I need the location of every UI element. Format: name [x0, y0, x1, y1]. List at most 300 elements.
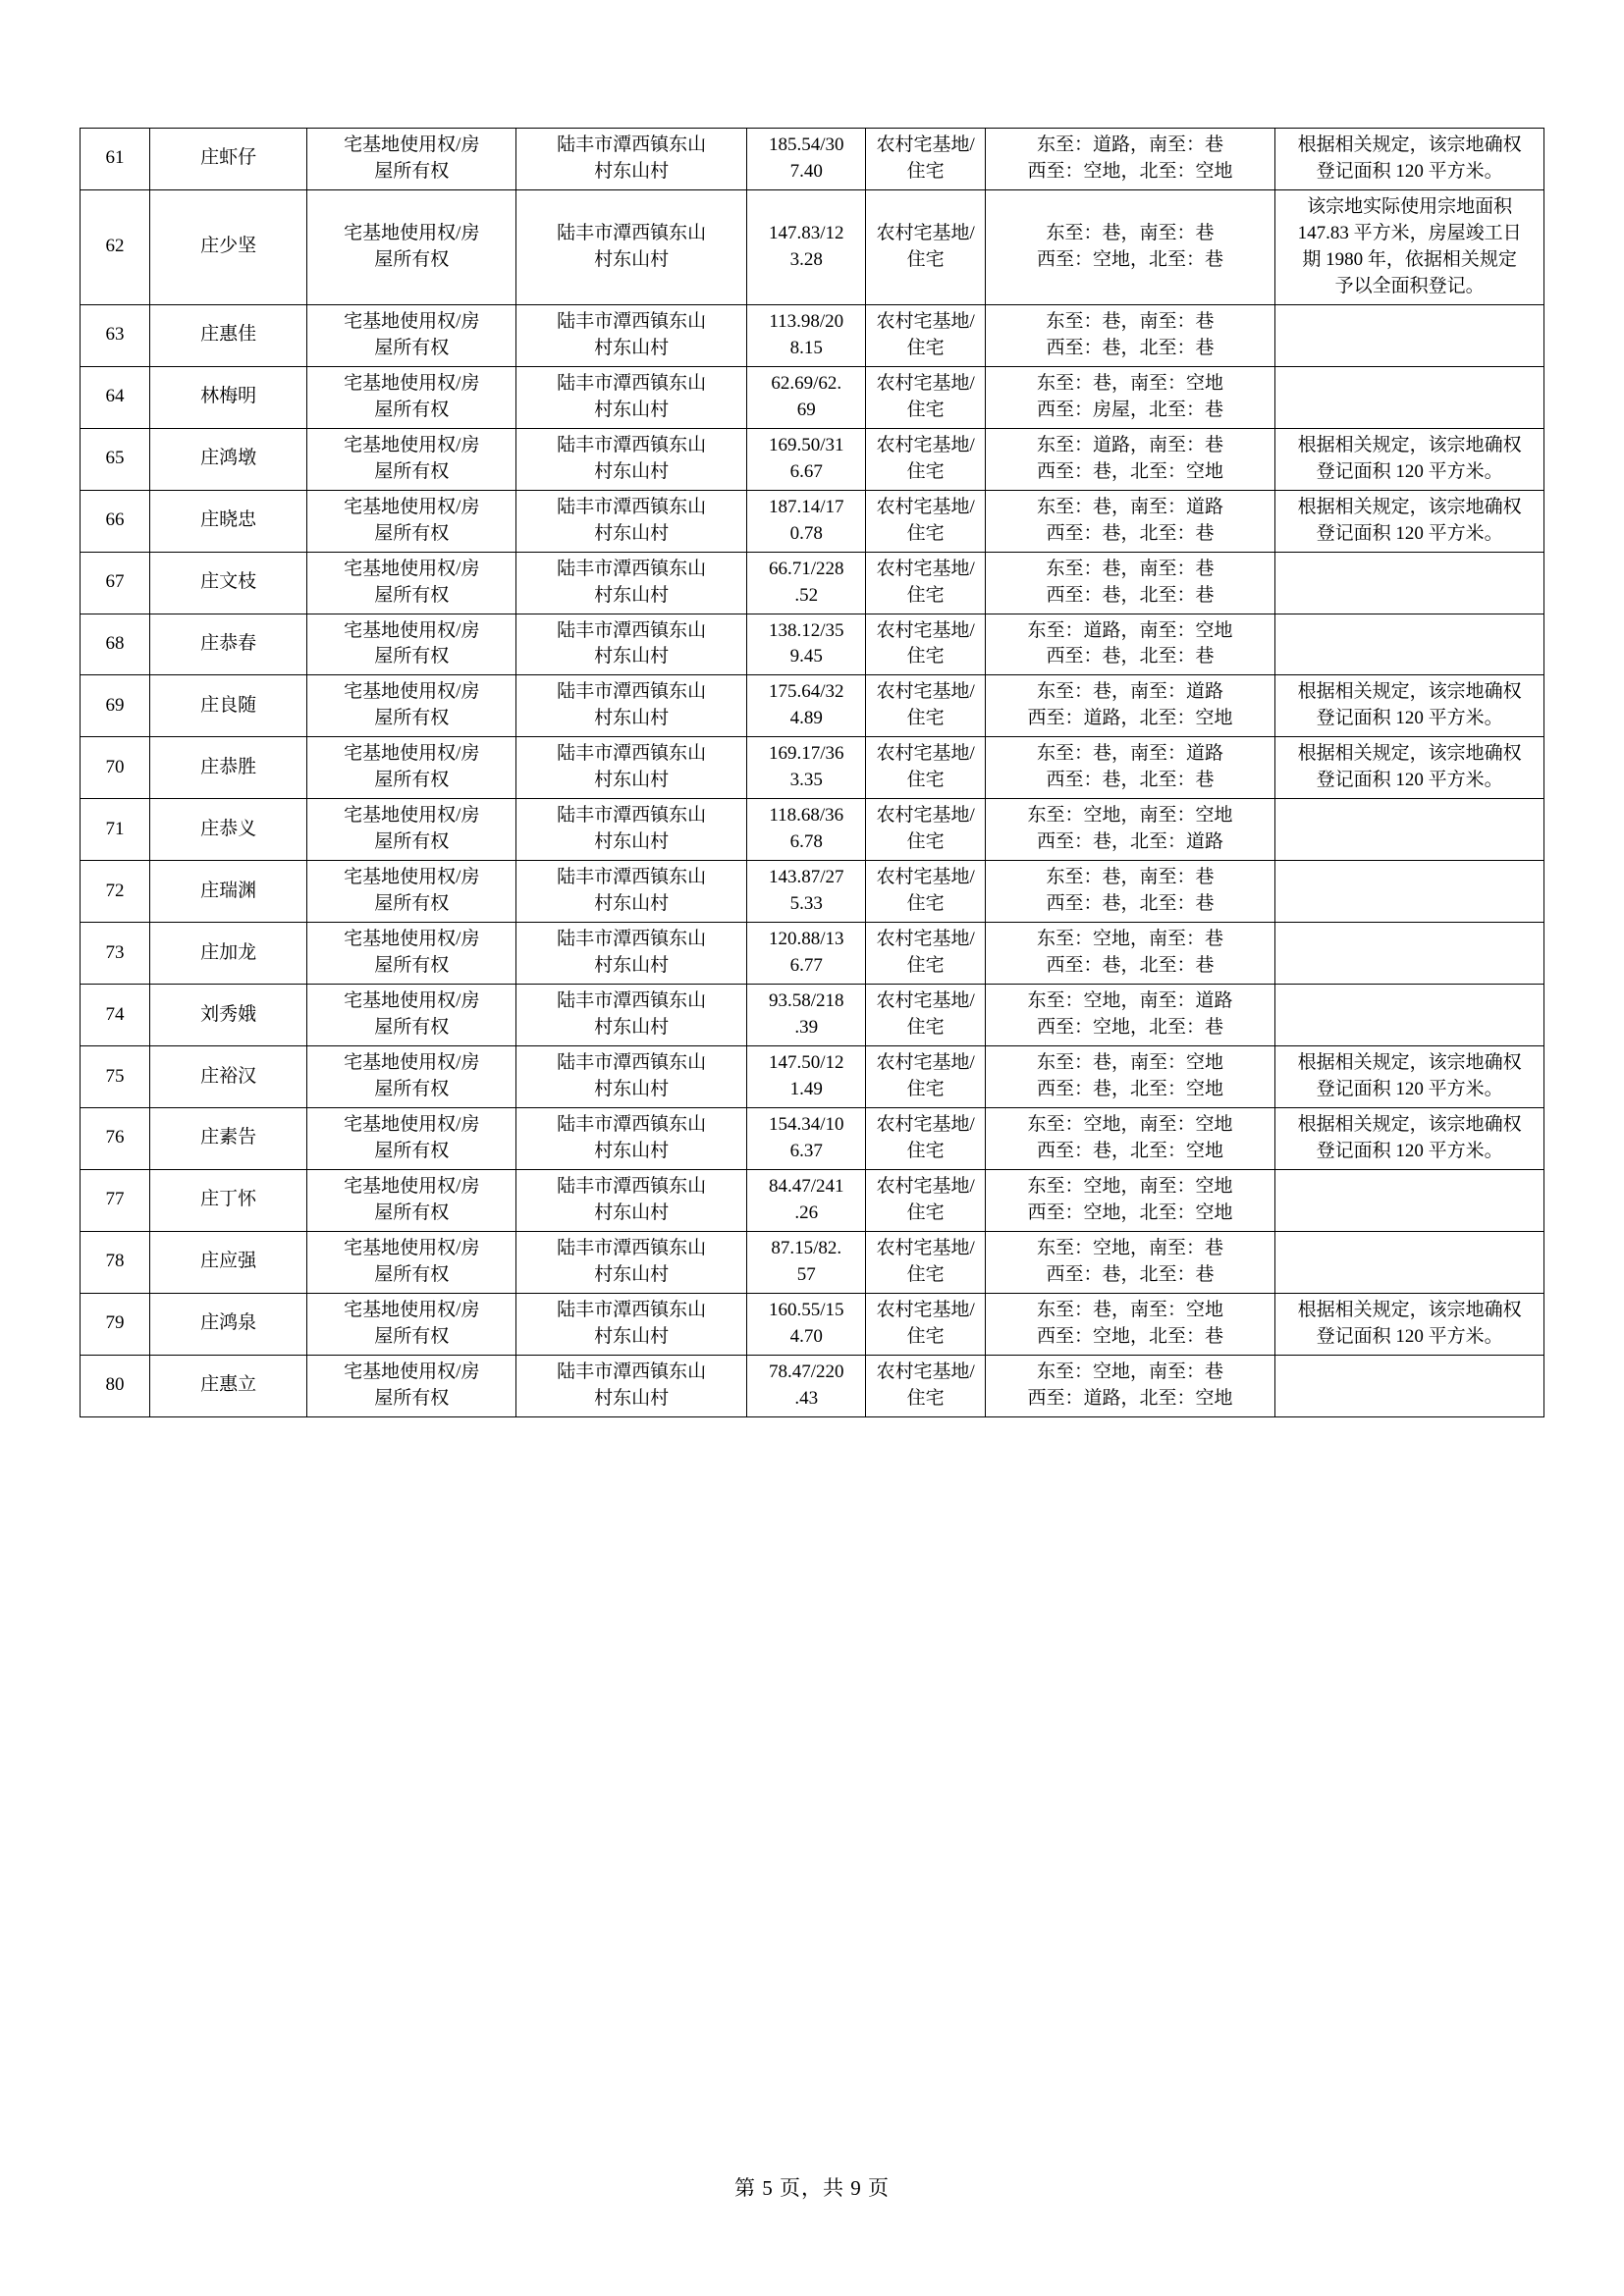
location-line-2: 村东山村 — [594, 831, 670, 853]
cell-area — [747, 675, 866, 737]
cell-name: 庄恭义 — [150, 799, 307, 861]
boundary-line-1: 东至：空地，南至：巷 — [1037, 929, 1224, 950]
cell-location — [516, 923, 747, 985]
cell-boundary — [985, 1169, 1274, 1231]
right-type-line-2: 屋所有权 — [374, 1263, 450, 1285]
cell-remark — [1275, 861, 1544, 923]
location-line-1: 陆丰市潭西镇东山 — [557, 222, 707, 243]
use-line-1: 农村宅基地/ — [876, 1299, 975, 1320]
area-line-2: 8.15 — [789, 337, 823, 358]
area-line-1: 120.88/13 — [768, 929, 844, 950]
cell-boundary — [985, 923, 1274, 985]
boundary-line-1: 东至：巷，南至：空地 — [1037, 1052, 1224, 1074]
use-line-1: 农村宅基地/ — [876, 681, 975, 703]
boundary-line-2: 西至：空地，北至：巷 — [1037, 1325, 1224, 1347]
cell-use — [866, 614, 985, 675]
remark-line-2: 登记面积 120 平方米。 — [1316, 770, 1503, 791]
area-line-2: 6.37 — [789, 1140, 823, 1161]
cell-name: 庄丁怀 — [150, 1169, 307, 1231]
use-line-1: 农村宅基地/ — [876, 1052, 975, 1074]
cell-seq: 67 — [81, 552, 150, 614]
cell-boundary — [985, 189, 1274, 304]
cell-remark — [1275, 189, 1544, 304]
area-line-1: 169.17/36 — [768, 743, 844, 765]
cell-right-type — [307, 490, 516, 552]
right-type-line-2: 屋所有权 — [374, 399, 450, 420]
boundary-line-1: 东至：巷，南至：巷 — [1046, 558, 1215, 579]
area-line-1: 66.71/228 — [768, 558, 844, 579]
cell-boundary — [985, 675, 1274, 737]
use-line-2: 住宅 — [906, 1017, 945, 1039]
right-type-line-2: 屋所有权 — [374, 584, 450, 606]
area-line-2: 7.40 — [789, 160, 823, 182]
area-line-2: .43 — [794, 1387, 819, 1409]
cell-remark — [1275, 490, 1544, 552]
boundary-line-2: 西至：巷，北至：空地 — [1037, 1079, 1224, 1100]
cell-boundary — [985, 985, 1274, 1046]
table-row — [81, 1231, 1544, 1293]
area-line-2: 57 — [796, 1263, 816, 1285]
cell-remark — [1275, 552, 1544, 614]
cell-use — [866, 923, 985, 985]
area-line-1: 93.58/218 — [768, 990, 844, 1012]
cell-location — [516, 675, 747, 737]
right-type-line-1: 宅基地使用权/房 — [344, 619, 480, 641]
cell-location — [516, 129, 747, 190]
boundary-line-1: 东至：巷，南至：空地 — [1037, 372, 1224, 394]
table-body — [81, 129, 1544, 1417]
boundary-line-1: 东至：空地，南至：巷 — [1037, 1237, 1224, 1258]
table-row — [81, 304, 1544, 366]
use-line-2: 住宅 — [906, 399, 945, 420]
cell-name: 庄加龙 — [150, 923, 307, 985]
right-type-line-2: 屋所有权 — [374, 955, 450, 977]
table-row — [81, 923, 1544, 985]
location-line-1: 陆丰市潭西镇东山 — [557, 743, 707, 765]
right-type-line-1: 宅基地使用权/房 — [344, 1299, 480, 1320]
location-line-2: 村东山村 — [594, 1387, 670, 1409]
boundary-line-2: 西至：空地，北至：巷 — [1037, 248, 1224, 270]
cell-seq: 61 — [81, 129, 150, 190]
use-line-1: 农村宅基地/ — [876, 990, 975, 1012]
location-line-2: 村东山村 — [594, 955, 670, 977]
boundary-line-1: 东至：巷，南至：巷 — [1046, 867, 1215, 888]
use-line-2: 住宅 — [906, 646, 945, 667]
area-line-2: 3.28 — [789, 248, 823, 270]
cell-area — [747, 189, 866, 304]
cell-location — [516, 985, 747, 1046]
cell-remark — [1275, 1046, 1544, 1108]
location-line-2: 村东山村 — [594, 584, 670, 606]
cell-boundary — [985, 799, 1274, 861]
cell-location — [516, 552, 747, 614]
right-type-line-1: 宅基地使用权/房 — [344, 558, 480, 579]
right-type-line-2: 屋所有权 — [374, 708, 450, 729]
location-line-1: 陆丰市潭西镇东山 — [557, 558, 707, 579]
cell-seq: 63 — [81, 304, 150, 366]
right-type-line-2: 屋所有权 — [374, 831, 450, 853]
location-line-2: 村东山村 — [594, 1079, 670, 1100]
cell-seq: 73 — [81, 923, 150, 985]
cell-use — [866, 552, 985, 614]
right-type-line-1: 宅基地使用权/房 — [344, 990, 480, 1012]
use-line-2: 住宅 — [906, 893, 945, 915]
table-row — [81, 861, 1544, 923]
cell-area — [747, 490, 866, 552]
cell-area — [747, 737, 866, 799]
location-line-1: 陆丰市潭西镇东山 — [557, 496, 707, 517]
boundary-line-1: 东至：巷，南至：巷 — [1046, 310, 1215, 332]
right-type-line-1: 宅基地使用权/房 — [344, 929, 480, 950]
cell-location — [516, 737, 747, 799]
cell-area — [747, 861, 866, 923]
table-row — [81, 129, 1544, 190]
use-line-1: 农村宅基地/ — [876, 805, 975, 827]
cell-seq: 74 — [81, 985, 150, 1046]
boundary-line-1: 东至：道路，南至：巷 — [1037, 434, 1224, 455]
table-row — [81, 1293, 1544, 1355]
cell-location — [516, 1355, 747, 1416]
use-line-1: 农村宅基地/ — [876, 743, 975, 765]
right-type-line-1: 宅基地使用权/房 — [344, 434, 480, 455]
cell-location — [516, 189, 747, 304]
cell-name: 庄素告 — [150, 1108, 307, 1170]
use-line-2: 住宅 — [906, 584, 945, 606]
area-line-2: 3.35 — [789, 770, 823, 791]
right-type-line-2: 屋所有权 — [374, 337, 450, 358]
boundary-line-2: 西至：空地，北至：空地 — [1027, 1201, 1233, 1223]
location-line-2: 村东山村 — [594, 248, 670, 270]
cell-name: 庄少坚 — [150, 189, 307, 304]
remark-line-2: 登记面积 120 平方米。 — [1316, 460, 1503, 482]
cell-area — [747, 1355, 866, 1416]
table-row — [81, 614, 1544, 675]
remark-line-2: 登记面积 120 平方米。 — [1316, 1079, 1503, 1100]
table-row — [81, 1108, 1544, 1170]
cell-use — [866, 1231, 985, 1293]
area-line-2: 5.33 — [789, 893, 823, 915]
boundary-line-2: 西至：巷，北至：空地 — [1037, 460, 1224, 482]
cell-boundary — [985, 614, 1274, 675]
remark-line-1: 根据相关规定，该宗地确权 — [1297, 1114, 1522, 1135]
use-line-1: 农村宅基地/ — [876, 134, 975, 155]
cell-use — [866, 490, 985, 552]
cell-right-type — [307, 304, 516, 366]
cell-name: 庄恭胜 — [150, 737, 307, 799]
location-line-1: 陆丰市潭西镇东山 — [557, 1299, 707, 1320]
cell-remark — [1275, 1293, 1544, 1355]
location-line-2: 村东山村 — [594, 1140, 670, 1161]
use-line-1: 农村宅基地/ — [876, 558, 975, 579]
table-row — [81, 1355, 1544, 1416]
right-type-line-1: 宅基地使用权/房 — [344, 681, 480, 703]
right-type-line-1: 宅基地使用权/房 — [344, 1052, 480, 1074]
cell-remark — [1275, 985, 1544, 1046]
area-line-1: 113.98/20 — [769, 310, 844, 332]
cell-area — [747, 799, 866, 861]
location-line-1: 陆丰市潭西镇东山 — [557, 1175, 707, 1197]
use-line-2: 住宅 — [906, 160, 945, 182]
cell-location — [516, 1293, 747, 1355]
right-type-line-2: 屋所有权 — [374, 1079, 450, 1100]
location-line-2: 村东山村 — [594, 522, 670, 544]
boundary-line-1: 东至：道路，南至：空地 — [1027, 619, 1233, 641]
cell-name: 庄恭春 — [150, 614, 307, 675]
cell-area — [747, 1231, 866, 1293]
location-line-2: 村东山村 — [594, 160, 670, 182]
cell-remark — [1275, 366, 1544, 428]
cell-remark — [1275, 1355, 1544, 1416]
cell-location — [516, 614, 747, 675]
cell-boundary — [985, 1108, 1274, 1170]
cell-use — [866, 799, 985, 861]
right-type-line-1: 宅基地使用权/房 — [344, 372, 480, 394]
boundary-line-2: 西至：道路，北至：空地 — [1027, 1387, 1233, 1409]
area-line-2: .39 — [794, 1017, 819, 1039]
cell-name: 庄应强 — [150, 1231, 307, 1293]
cell-right-type — [307, 1293, 516, 1355]
use-line-2: 住宅 — [906, 955, 945, 977]
remark-line-2: 登记面积 120 平方米。 — [1316, 160, 1503, 182]
location-line-1: 陆丰市潭西镇东山 — [557, 867, 707, 888]
cell-seq: 65 — [81, 428, 150, 490]
boundary-line-2: 西至：空地，北至：巷 — [1037, 1017, 1224, 1039]
remark-line-3: 期 1980 年，依据相关规定 — [1302, 248, 1517, 270]
use-line-2: 住宅 — [906, 1079, 945, 1100]
use-line-2: 住宅 — [906, 460, 945, 482]
location-line-1: 陆丰市潭西镇东山 — [557, 310, 707, 332]
cell-area — [747, 428, 866, 490]
land-registration-table — [80, 128, 1544, 1417]
use-line-1: 农村宅基地/ — [876, 929, 975, 950]
use-line-1: 农村宅基地/ — [876, 222, 975, 243]
cell-location — [516, 861, 747, 923]
area-line-2: 6.67 — [789, 460, 823, 482]
boundary-line-1: 东至：空地，南至：巷 — [1037, 1361, 1224, 1382]
cell-right-type — [307, 614, 516, 675]
cell-right-type — [307, 552, 516, 614]
cell-right-type — [307, 1108, 516, 1170]
cell-boundary — [985, 1046, 1274, 1108]
location-line-2: 村东山村 — [594, 893, 670, 915]
cell-name: 庄虾仔 — [150, 129, 307, 190]
cell-right-type — [307, 189, 516, 304]
cell-area — [747, 1293, 866, 1355]
cell-remark — [1275, 129, 1544, 190]
cell-remark — [1275, 1231, 1544, 1293]
boundary-line-2: 西至：巷，北至：巷 — [1046, 646, 1215, 667]
use-line-2: 住宅 — [906, 522, 945, 544]
location-line-2: 村东山村 — [594, 1017, 670, 1039]
cell-right-type — [307, 1355, 516, 1416]
cell-location — [516, 1169, 747, 1231]
cell-name: 林梅明 — [150, 366, 307, 428]
cell-remark — [1275, 304, 1544, 366]
use-line-1: 农村宅基地/ — [876, 1237, 975, 1258]
cell-remark — [1275, 799, 1544, 861]
right-type-line-1: 宅基地使用权/房 — [344, 134, 480, 155]
cell-remark — [1275, 1108, 1544, 1170]
use-line-2: 住宅 — [906, 1325, 945, 1347]
boundary-line-2: 西至：巷，北至：巷 — [1046, 337, 1215, 358]
cell-use — [866, 985, 985, 1046]
remark-line-1: 根据相关规定，该宗地确权 — [1297, 496, 1522, 517]
location-line-1: 陆丰市潭西镇东山 — [557, 1052, 707, 1074]
cell-seq: 77 — [81, 1169, 150, 1231]
cell-location — [516, 799, 747, 861]
cell-name: 庄晓忠 — [150, 490, 307, 552]
cell-use — [866, 189, 985, 304]
cell-seq: 64 — [81, 366, 150, 428]
boundary-line-2: 西至：巷，北至：巷 — [1046, 893, 1215, 915]
remark-line-1: 该宗地实际使用宗地面积 — [1307, 195, 1513, 217]
boundary-line-2: 西至：巷，北至：巷 — [1046, 584, 1215, 606]
location-line-2: 村东山村 — [594, 708, 670, 729]
cell-seq: 68 — [81, 614, 150, 675]
cell-area — [747, 985, 866, 1046]
page-footer: 第 5 页，共 9 页 — [734, 2176, 890, 2200]
cell-boundary — [985, 1355, 1274, 1416]
cell-location — [516, 366, 747, 428]
boundary-line-2: 西至：巷，北至：巷 — [1046, 955, 1215, 977]
cell-location — [516, 490, 747, 552]
cell-right-type — [307, 861, 516, 923]
area-line-1: 138.12/35 — [768, 619, 844, 641]
boundary-line-2: 西至：房屋，北至：巷 — [1037, 399, 1224, 420]
use-line-1: 农村宅基地/ — [876, 496, 975, 517]
cell-right-type — [307, 428, 516, 490]
cell-right-type — [307, 129, 516, 190]
cell-use — [866, 366, 985, 428]
use-line-1: 农村宅基地/ — [876, 619, 975, 641]
cell-right-type — [307, 1169, 516, 1231]
boundary-line-2: 西至：巷，北至：巷 — [1046, 770, 1215, 791]
table-row — [81, 189, 1544, 304]
area-line-2: 6.78 — [789, 831, 823, 853]
area-line-1: 143.87/27 — [768, 867, 844, 888]
right-type-line-1: 宅基地使用权/房 — [344, 1361, 480, 1382]
area-line-1: 187.14/17 — [768, 496, 844, 517]
area-line-2: 69 — [796, 399, 816, 420]
use-line-2: 住宅 — [906, 770, 945, 791]
cell-name: 庄良随 — [150, 675, 307, 737]
table-row — [81, 1046, 1544, 1108]
location-line-2: 村东山村 — [594, 337, 670, 358]
cell-remark — [1275, 675, 1544, 737]
location-line-2: 村东山村 — [594, 646, 670, 667]
cell-boundary — [985, 1293, 1274, 1355]
area-line-2: .52 — [794, 584, 819, 606]
location-line-1: 陆丰市潭西镇东山 — [557, 134, 707, 155]
use-line-1: 农村宅基地/ — [876, 434, 975, 455]
cell-use — [866, 304, 985, 366]
cell-seq: 62 — [81, 189, 150, 304]
cell-use — [866, 737, 985, 799]
cell-area — [747, 923, 866, 985]
right-type-line-1: 宅基地使用权/房 — [344, 1114, 480, 1135]
cell-right-type — [307, 985, 516, 1046]
use-line-2: 住宅 — [906, 708, 945, 729]
remark-line-2: 147.83 平方米，房屋竣工日 — [1297, 222, 1522, 243]
right-type-line-1: 宅基地使用权/房 — [344, 867, 480, 888]
right-type-line-2: 屋所有权 — [374, 522, 450, 544]
area-line-1: 169.50/31 — [768, 434, 844, 455]
area-line-1: 62.69/62. — [771, 372, 842, 394]
area-line-1: 160.55/15 — [768, 1299, 844, 1320]
remark-line-4: 予以全面积登记。 — [1334, 275, 1485, 296]
right-type-line-2: 屋所有权 — [374, 1201, 450, 1223]
location-line-1: 陆丰市潭西镇东山 — [557, 619, 707, 641]
cell-area — [747, 1046, 866, 1108]
use-line-2: 住宅 — [906, 1201, 945, 1223]
cell-right-type — [307, 1231, 516, 1293]
cell-area — [747, 304, 866, 366]
location-line-1: 陆丰市潭西镇东山 — [557, 1237, 707, 1258]
cell-area — [747, 129, 866, 190]
cell-use — [866, 861, 985, 923]
remark-line-2: 登记面积 120 平方米。 — [1316, 1325, 1503, 1347]
location-line-1: 陆丰市潭西镇东山 — [557, 372, 707, 394]
boundary-line-2: 西至：道路，北至：空地 — [1027, 708, 1233, 729]
location-line-2: 村东山村 — [594, 1325, 670, 1347]
boundary-line-1: 东至：空地，南至：道路 — [1027, 990, 1233, 1012]
right-type-line-2: 屋所有权 — [374, 248, 450, 270]
boundary-line-1: 东至：巷，南至：道路 — [1037, 743, 1224, 765]
area-line-1: 147.50/12 — [768, 1052, 844, 1074]
use-line-1: 农村宅基地/ — [876, 1175, 975, 1197]
right-type-line-2: 屋所有权 — [374, 893, 450, 915]
remark-line-1: 根据相关规定，该宗地确权 — [1297, 434, 1522, 455]
use-line-2: 住宅 — [906, 831, 945, 853]
cell-use — [866, 1046, 985, 1108]
area-line-1: 118.68/36 — [769, 805, 844, 827]
boundary-line-2: 西至：巷，北至：空地 — [1037, 1140, 1224, 1161]
table-row — [81, 985, 1544, 1046]
area-line-2: 6.77 — [789, 955, 823, 977]
use-line-1: 农村宅基地/ — [876, 1114, 975, 1135]
cell-right-type — [307, 366, 516, 428]
right-type-line-2: 屋所有权 — [374, 1140, 450, 1161]
location-line-2: 村东山村 — [594, 1263, 670, 1285]
remark-line-2: 登记面积 120 平方米。 — [1316, 708, 1503, 729]
use-line-1: 农村宅基地/ — [876, 372, 975, 394]
area-line-1: 84.47/241 — [768, 1175, 844, 1197]
cell-area — [747, 1108, 866, 1170]
area-line-2: 1.49 — [789, 1079, 823, 1100]
right-type-line-1: 宅基地使用权/房 — [344, 496, 480, 517]
cell-boundary — [985, 552, 1274, 614]
area-line-1: 185.54/30 — [768, 134, 844, 155]
location-line-1: 陆丰市潭西镇东山 — [557, 990, 707, 1012]
cell-remark — [1275, 614, 1544, 675]
use-line-1: 农村宅基地/ — [876, 1361, 975, 1382]
cell-use — [866, 675, 985, 737]
right-type-line-1: 宅基地使用权/房 — [344, 310, 480, 332]
cell-seq: 79 — [81, 1293, 150, 1355]
cell-name: 庄鸿泉 — [150, 1293, 307, 1355]
cell-boundary — [985, 861, 1274, 923]
cell-right-type — [307, 675, 516, 737]
area-line-1: 147.83/12 — [768, 222, 844, 243]
cell-name: 庄裕汉 — [150, 1046, 307, 1108]
table-row — [81, 799, 1544, 861]
location-line-1: 陆丰市潭西镇东山 — [557, 1361, 707, 1382]
cell-name: 庄惠佳 — [150, 304, 307, 366]
cell-seq: 80 — [81, 1355, 150, 1416]
boundary-line-1: 东至：空地，南至：空地 — [1027, 1175, 1233, 1197]
area-line-2: .26 — [794, 1201, 819, 1223]
boundary-line-2: 西至：巷，北至：巷 — [1046, 522, 1215, 544]
